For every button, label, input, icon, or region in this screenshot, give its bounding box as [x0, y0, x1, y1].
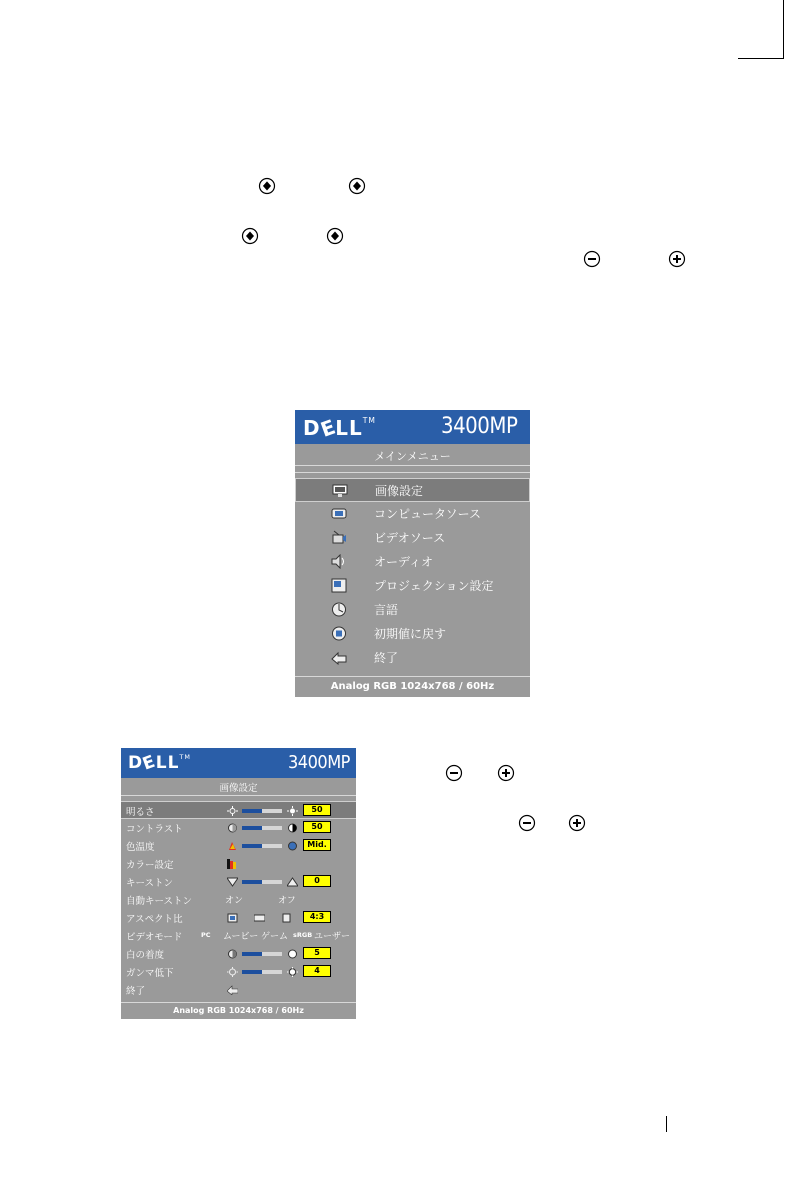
crop-mark-vertical [783, 0, 784, 58]
video-camera-icon [331, 530, 347, 545]
minus-button-icon [518, 814, 536, 832]
up-button-icon [241, 227, 259, 245]
menu-item-factory-reset[interactable] [295, 622, 530, 646]
setting-label: コントラスト [126, 824, 183, 835]
setting-label: キーストン [126, 878, 174, 889]
menu-item-projection-settings[interactable] [295, 574, 530, 598]
setting-video-mode[interactable] [121, 927, 356, 945]
menu-title: メインメニュー [374, 450, 451, 463]
dell-logo: DELL™ [303, 414, 376, 442]
keystone-up-icon [287, 877, 298, 887]
setting-label: 色温度 [126, 842, 155, 853]
osd-header [121, 748, 356, 778]
setting-contrast[interactable] [121, 819, 356, 837]
value-box: 0 [303, 875, 331, 887]
globe-icon [331, 602, 347, 617]
brightness-slider[interactable] [242, 809, 282, 813]
value-box: 50 [303, 821, 331, 833]
reset-icon [331, 626, 347, 641]
setting-label: ガンマ低下 [126, 968, 174, 979]
menu-item-audio[interactable] [295, 550, 530, 574]
setting-label: 終了 [126, 986, 146, 997]
menu-item-label: 言語 [374, 603, 399, 617]
setting-label: 自動キーストン [126, 896, 193, 907]
setting-auto-keystone[interactable] [121, 891, 356, 909]
main-menu-screenshot [295, 410, 530, 697]
setting-label: カラー設定 [126, 860, 174, 871]
option-game[interactable]: ゲーム [261, 932, 289, 942]
setting-degamma[interactable] [121, 963, 356, 981]
plus-button-icon [668, 250, 686, 268]
crop-mark-horizontal [738, 58, 784, 59]
speaker-icon [331, 554, 347, 569]
menu-item-label: 画像設定 [375, 484, 424, 498]
color-temperature-slider[interactable] [242, 844, 282, 848]
aspect-16-9-icon[interactable] [254, 913, 265, 923]
setting-label: ビデオモード [126, 932, 183, 943]
warm-color-icon [227, 841, 238, 851]
slider-fill [242, 826, 262, 830]
slider-fill [242, 809, 262, 813]
value-box: 4 [303, 965, 331, 977]
menu-item-video-source[interactable] [295, 526, 530, 550]
down-button-icon [348, 177, 366, 195]
setting-aspect-ratio[interactable] [121, 909, 356, 927]
minus-button-icon [445, 764, 463, 782]
setting-brightness[interactable] [121, 801, 356, 819]
slider-fill [242, 880, 262, 884]
up-button-icon [258, 177, 276, 195]
value-box: Mid. [303, 839, 331, 851]
setting-keystone[interactable] [121, 873, 356, 891]
plus-button-icon [497, 764, 515, 782]
setting-exit[interactable] [121, 981, 356, 999]
keystone-down-icon [227, 877, 238, 887]
setting-color-temperature[interactable] [121, 837, 356, 855]
divider [295, 472, 530, 473]
page-number-divider [666, 1116, 667, 1132]
menu-item-label: 終了 [374, 651, 399, 665]
slider-fill [242, 952, 262, 956]
minus-button-icon [583, 250, 601, 268]
option-movie[interactable]: ムービー [223, 932, 259, 942]
keystone-slider[interactable] [242, 880, 282, 884]
osd-header [295, 410, 530, 444]
setting-label: 白の着度 [126, 950, 165, 961]
aspect-1-1-icon[interactable] [227, 913, 238, 923]
white-low-icon [227, 949, 238, 959]
signal-status: Analog RGB 1024x768 / 60Hz [295, 676, 530, 697]
menu-item-label: コンピュータソース [374, 507, 482, 521]
projector-icon [331, 578, 347, 593]
menu-item-label: ビデオソース [374, 531, 446, 545]
option-srgb[interactable]: sRGB [293, 931, 313, 939]
menu-item-label: プロジェクション設定 [374, 579, 494, 593]
plus-button-icon [568, 814, 586, 832]
monitor-icon [332, 483, 348, 498]
option-user[interactable]: ユーザー [314, 932, 351, 942]
menu-title: 画像設定 [219, 783, 258, 794]
slider-fill [242, 844, 262, 848]
divider [295, 465, 530, 466]
option-on[interactable]: オン [225, 896, 244, 906]
setting-label: 明るさ [126, 807, 155, 818]
aspect-4-3-icon[interactable] [281, 913, 292, 923]
gamma-low-icon [227, 967, 238, 977]
menu-item-computer-source[interactable] [295, 502, 530, 526]
menu-item-exit[interactable] [295, 646, 530, 670]
exit-arrow-icon[interactable] [227, 985, 238, 995]
menu-item-label: 初期値に戻す [374, 627, 447, 641]
setting-color-setting[interactable] [121, 855, 356, 873]
white-intensity-slider[interactable] [242, 952, 282, 956]
white-high-icon [287, 949, 298, 959]
computer-icon [331, 506, 347, 521]
option-pc[interactable]: PC [201, 931, 211, 939]
down-button-icon [326, 227, 344, 245]
degamma-slider[interactable] [242, 970, 282, 974]
image-settings-screenshot [121, 748, 356, 1019]
sun-dim-icon [227, 806, 238, 816]
menu-item-language[interactable] [295, 598, 530, 622]
model-name: 3400MP [288, 752, 350, 773]
value-box: 50 [303, 804, 331, 816]
contrast-slider[interactable] [242, 826, 282, 830]
setting-white-intensity[interactable] [121, 945, 356, 963]
setting-label: アスペクト比 [126, 914, 183, 925]
gamma-high-icon [287, 967, 298, 977]
signal-status: Analog RGB 1024x768 / 60Hz [121, 1002, 356, 1019]
slider-fill [242, 970, 262, 974]
contrast-low-icon [227, 823, 238, 833]
menu-item-image-settings[interactable] [295, 478, 530, 502]
exit-arrow-icon [331, 650, 347, 665]
value-box: 4:3 [303, 911, 331, 923]
color-bars-icon [227, 859, 238, 869]
dell-logo: DELL™ [128, 751, 191, 775]
menu-item-label: オーディオ [374, 555, 434, 569]
model-name: 3400MP [441, 414, 518, 439]
sun-bright-icon [287, 806, 298, 816]
option-off[interactable]: オフ [278, 896, 296, 906]
value-box: 5 [303, 947, 331, 959]
contrast-high-icon [287, 823, 298, 833]
divider [121, 795, 356, 796]
cool-color-icon [287, 841, 298, 851]
